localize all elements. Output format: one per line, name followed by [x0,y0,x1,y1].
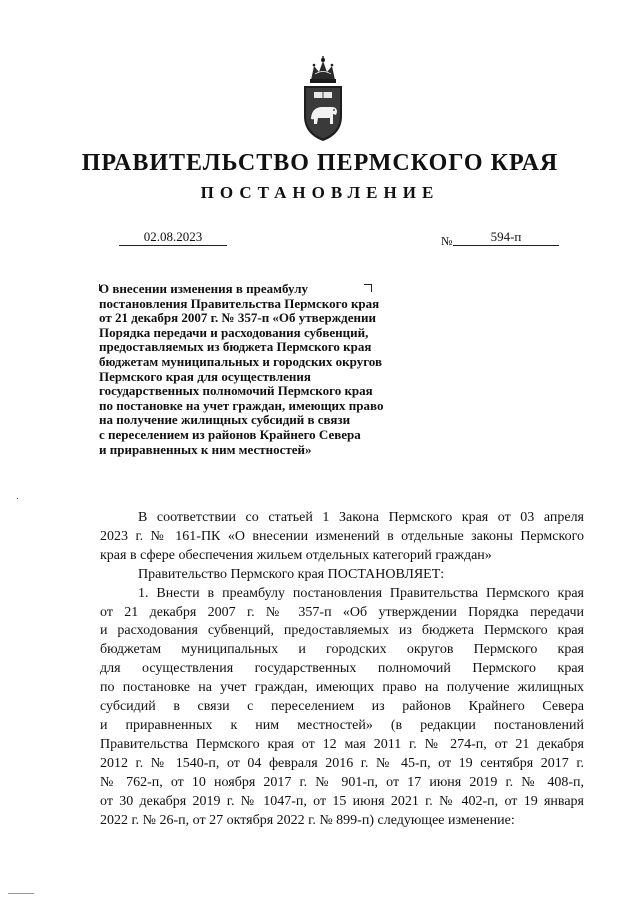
body-line: для осуществления государственных полномочий Пермского края [100,661,584,677]
body-line: и расходования субвенций, предоставляемых из бюджета Пермского края [100,623,584,639]
body-line: и приравненных к ним местностей» (в редакции постановлений [100,717,584,733]
document-subject [99,282,439,457]
subject-line: по постановке на учет граждан, имеющих право [99,397,384,413]
body-line: по постановке на учет граждан, имеющих право на получение жилищных [100,680,584,696]
subject-line: бюджетам муниципальных и городских округов [99,353,382,369]
subject-line: на получение жилищных субсидий в связи [99,412,351,428]
subject-line: с переселением из районов Крайнего Севера [99,426,361,442]
subject-line: от 21 декабря 2007 г. № 357-п «Об утверждении [99,310,376,326]
body-line: от 21 декабря 2007 г. № 357-п «Об утверждении Порядка передачи [100,604,584,620]
subject-line: Порядка передачи и расходования субвенций, [99,324,369,340]
scan-artifact [17,498,18,499]
body-line: края в сфере обеспечения жильем отдельных категорий граждан» [100,547,492,563]
body-line: субсидий в связи с переселением из районов Крайнего Севера [100,699,584,715]
document-date: 02.08.2023 [119,229,227,246]
coat-of-arms-icon [302,56,344,142]
subject-line: постановления Правительства Пермского края [99,295,380,311]
body-line: 2023 г. № 161-ПК «О внесении изменений в отдельные законы Пермского [100,528,584,544]
subject-line: О внесении изменения в преамбулу [99,281,308,296]
body-line: 1. Внести в преамбулу постановления Правительства Пермского края [138,585,584,601]
subject-line: Пермского края для осуществления [99,368,311,384]
body-line: бюджетам муниципальных и городских округов Пермского края [100,642,584,658]
subject-line: и приравненных к ним местностей» [99,441,312,457]
number-sign: № [441,234,453,248]
body-line: Правительства Пермского края от 12 мая 2011 г. № 274-п, от 21 декабря [100,736,584,752]
scan-artifact-line [8,893,34,894]
body-line: от 30 декабря 2019 г. № 1047-п, от 15 июня 2021 г. № 402-п, от 19 января [100,793,584,809]
document-number: 594-п [453,229,559,246]
body-line: Правительство Пермского края ПОСТАНОВЛЯЕТ: [138,566,445,582]
shield-icon [304,86,342,141]
government-title: ПРАВИТЕЛЬСТВО ПЕРМСКОГО КРАЯ [81,150,559,176]
document-body [100,509,584,830]
document-type: ПОСТАНОВЛЕНИЕ [200,183,440,202]
subject-line: предоставляемых из бюджета Пермского края [99,339,372,355]
subject-line: государственных полномочий Пермского края [99,383,373,399]
body-line: 2022 г. № 26-п, от 27 октября 2022 г. № 899-п) следующее изменение: [100,812,515,828]
body-line: № 762-п, от 10 ноября 2017 г. № 901-п, от 17 июня 2019 г. № 408-п, [100,774,584,790]
crown-icon [310,56,336,83]
body-line: 2012 г. № 1540-п, от 04 февраля 2016 г. № 45-п, от 19 сентября 2017 г. [100,755,584,771]
body-line: В соответствии со статьей 1 Закона Пермского края от 03 апреля [138,510,584,525]
